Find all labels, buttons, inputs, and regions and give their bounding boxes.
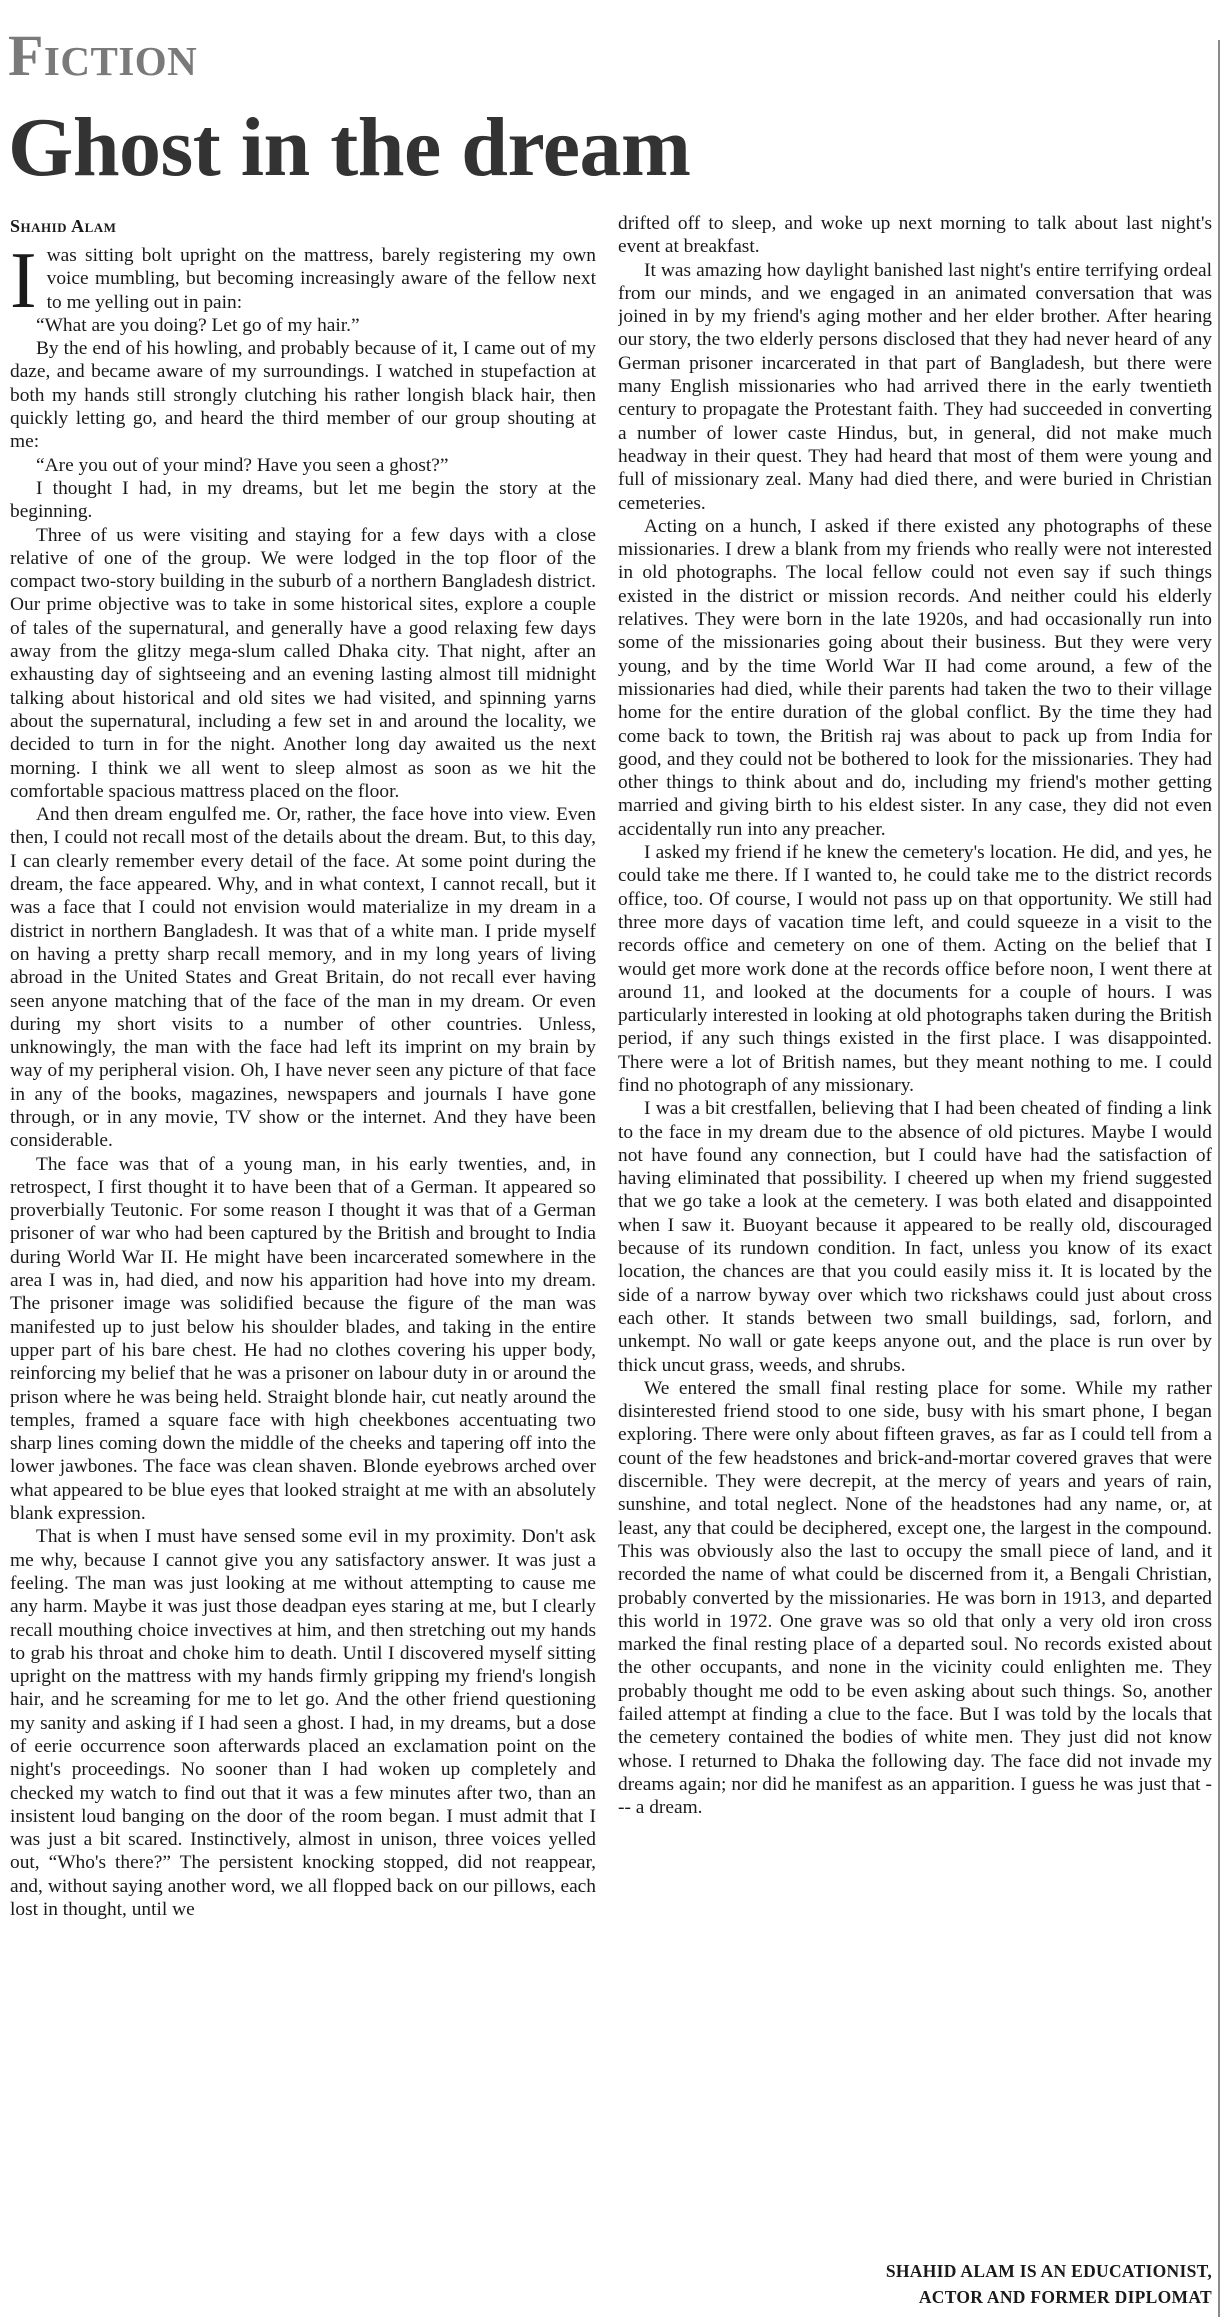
paragraph: It was amazing how daylight banished last night's entire terrifying ordeal from our minds, and we engaged in an animated conversation that was joined in by my friend's aging mother and her elder brother. After hearing our story, the two elderly persons disclosed that they had never heard of any German prisoner incarcerated in that part of Bangladesh, but there were many English missionaries who had arrived there in the early twentieth century to propagate the Protestant faith. They had succeeded in converting a number of lower caste Hindus, but, in general, did not make much headway in their quest. They had heard that most of them were young and full of missionary zeal. Many had died there, and were buried in Christian cemeteries.	[618, 259, 1212, 514]
headline: Ghost in the dream	[8, 101, 691, 194]
author-note-line: SHAHID ALAM IS AN EDUCATIONIST,	[885, 2261, 1212, 2281]
author-note	[780, 2258, 1212, 2310]
column-rule	[1218, 40, 1220, 2317]
left-column	[10, 244, 596, 2312]
paragraph: Three of us were visiting and staying for a few days with a close relative of one of the group. We were lodged in the top floor of the compact two-story building in the suburb of a northern Bangladesh district. Our prime objective was to take in some historical sites, explore a couple of tales of the supernatural, and generally have a good relaxing few days away from the glitzy mega-slum called Dhaka city. That night, after an exhausting day of sightseeing and an evening lasting almost till midnight talking about historical and old sites we had visited, and spinning yarns about the supernatural, including a few set in and around the locality, we decided to turn in for the night. Another long day awaited us the next morning. I think we all went to sleep almost as soon as we hit the comfortable spacious mattress placed on the floor.	[10, 524, 596, 802]
paragraph: The face was that of a young man, in his early twenties, and, in retrospect, I first thought it to have been that of a German. It appeared so proverbially Teutonic. For some reason I thought it was that of a German prisoner of war who had been captured by the British and brought to India during World War II. He might have been incarcerated somewhere in the area I was in, had died, and now his apparition had hove into my dream. The prisoner image was solidified because the figure of the man was manifested up to just below his shoulder blades, and taking in the entire upper part of his bare chest. He had no clothes covering his upper body, reinforcing my belief that he was a prisoner on labour duty in or around the prison where he was being held. Straight blonde hair, cut neatly around the temples, framed a square face with high cheekbones accentuating two sharp lines coming down the middle of the cheeks and tapering off into the lower jawbones. The face was clean shaven. Blonde eyebrows arched over what appeared to be blue eyes that looked straight at me with an absolutely blank expression.	[10, 1153, 596, 1525]
paragraph: Acting on a hunch, I asked if there existed any photographs of these missionaries. I drew a blank from my friends who really were not interested in old photographs. The local fellow could not even say if such things existed in the district or mission records. And neither could his elderly relatives. They were born in the late 1920s, and had occasionally run into some of the missionaries going about their business. But they were very young, and by the time World War II had come around, a few of the missionaries had died, while their parents had taken the two to their village home for the entire duration of the global conflict. By the time they had come back to town, the British raj was about to pack up from India for good, and they could not be bothered to look for the missionaries. They had other things to think about and do, including my friend's mother getting married and giving birth to his eldest sister. In any case, they did not even accidentally run into any preacher.	[618, 515, 1212, 840]
dropcap: I	[10, 244, 37, 325]
paragraph: We entered the small final resting place for some. While my rather disinterested friend stood to one side, busy with his smart phone, I began exploring. There were only about fifteen graves, as far as I could tell from a count of the few headstones and brick-and-mortar covered graves that were discernible. They were decrepit, at the mercy of years and years of rain, sunshine, and total neglect. None of the headstones had any name, or, at least, any that could be deciphered, except one, the largest in the compound. This was obviously also the last to occupy the small piece of land, and it recorded the name of what could be discerned from it, a Bengali Christian, probably converted by the missionaries. He was born in 1913, and departed this world in 1972. One grave was so old that only a very old iron cross marked the final resting place of a departed soul. No records existed about the other occupants, and none in the vicinity could enlighten me. They probably thought me odd to be even asking about such things. So, another failed attempt at finding a clue to the face. But I was told by the locals that the cemetery contained the bodies of white men. They just did not know whose. I returned to Dhaka the following day. The face did not invade my dreams again; nor did he manifest as an apparition. I guess he was just that --- a dream.	[618, 1377, 1212, 1819]
right-column	[618, 212, 1212, 2197]
author-note-line: ACTOR AND FORMER DIPLOMAT	[918, 2287, 1212, 2307]
paragraph: I thought I had, in my dreams, but let me begin the story at the beginning.	[10, 477, 596, 523]
byline: Shahid Alam	[10, 216, 117, 236]
section-label: Fiction	[8, 23, 198, 88]
paragraph: By the end of his howling, and probably because of it, I came out of my daze, and became aware of my surroundings. I watched in stupefaction at both my hands still strongly clutching his rather longish black hair, then quickly letting go, and heard the third member of our group shouting at me:	[10, 338, 596, 453]
paragraph: I was a bit crestfallen, believing that I had been cheated of finding a link to the face in my dream due to the absence of old pictures. Maybe I would not have found any connection, but I could have had the satisfaction of having eliminated that possibility. I cheered up when my friend suggested that we go take a look at the cemetery. I was both elated and disappointed when I saw it. Buoyant because it appeared to be really old, discouraged because of its rundown condition. In fact, unless you know of its exact location, the chances are that you could easily miss it. It is located by the side of a narrow byway over which two rickshaws could just about cross each other. It stands between two small buildings, sad, forlorn, and unkempt. No wall or gate keeps anyone out, and the place is run over by thick uncut grass, weeds, and shrubs.	[618, 1098, 1212, 1376]
paragraph: I asked my friend if he knew the cemetery's location. He did, and yes, he could take me there. If I wanted to, he could take me to the district records office, too. Of course, I would not pass up on that opportunity. We still had three more days of vacation time left, and could squeeze in a visit to the records office and cemetery on one of them. Acting on the belief that I would get more work done at the records office before noon, I went there at around 11, and looked at the documents for a couple of hours. I was particularly interested in looking at old photographs taken during the British period, if any such things existed in the first place. I was disappointed. There were a lot of British names, but they meant nothing to me. I could find no photograph of any missionary.	[618, 842, 1212, 1096]
paragraph: “What are you doing? Let go of my hair.”	[36, 314, 360, 336]
paragraph: “Are you out of your mind? Have you seen a ghost?”	[36, 454, 449, 476]
paragraph: Iwas sitting bolt upright on the mattress, barely registering my own voice mumbling, but becoming increasingly aware of the fellow next to me yelling out in pain:	[10, 244, 596, 325]
paragraph: And then dream engulfed me. Or, rather, the face hove into view. Even then, I could not recall most of the details about the dream. But, to this day, I can clearly remember every detail of the face. At some point during the dream, the face appeared. Why, and in what context, I cannot recall, but it was a face that I could not envision would materialize in my dream in a district in northern Bangladesh. It was that of a white man. I pride myself on having a pretty sharp recall memory, and in my long years of living abroad in the United States and Great Britain, do not recall ever having seen anyone matching that of the face of the man in my dream. Or even during my short visits to a number of other countries. Unless, unknowingly, the man with the face had left its imprint on my brain by way of my peripheral vision. Oh, I have never seen any picture of that face in any of the books, magazines, newspapers and journals I have gone through, or in any movie, TV show or the internet. And they have been considerable.	[10, 804, 596, 1152]
paragraph: That is when I must have sensed some evil in my proximity. Don't ask me why, because I cannot give you any satisfactory answer. It was just a feeling. The man was just looking at me without attempting to cause me any harm. Maybe it was just those deadpan eyes staring at me, but I clearly recall mouthing choice invectives at him, and then stretching out my hands to grab his throat and choke him to death. Until I discovered myself sitting upright on the mattress with my hands firmly gripping my friend's longish hair, and he screaming for me to let go. And the other friend questioning my sanity and asking if I had seen a ghost. I had, in my dreams, but a dose of eerie occurrence soon afterwards placed an exclamation point on the night's proceedings. No sooner than I had woken up completely and checked my watch to find out that it was a few minutes after two, than an insistent loud banging on the door of the room began. I must admit that I was just a bit scared. Instinctively, almost in unison, three voices yelled out, “Who's there?” The persistent knocking stopped, did not reappear, and, without saying another word, we all flopped back on our pillows, each lost in thought, until we	[10, 1526, 596, 1921]
paragraph: drifted off to sleep, and woke up next morning to talk about last night's event at breakfast.	[618, 213, 1212, 258]
